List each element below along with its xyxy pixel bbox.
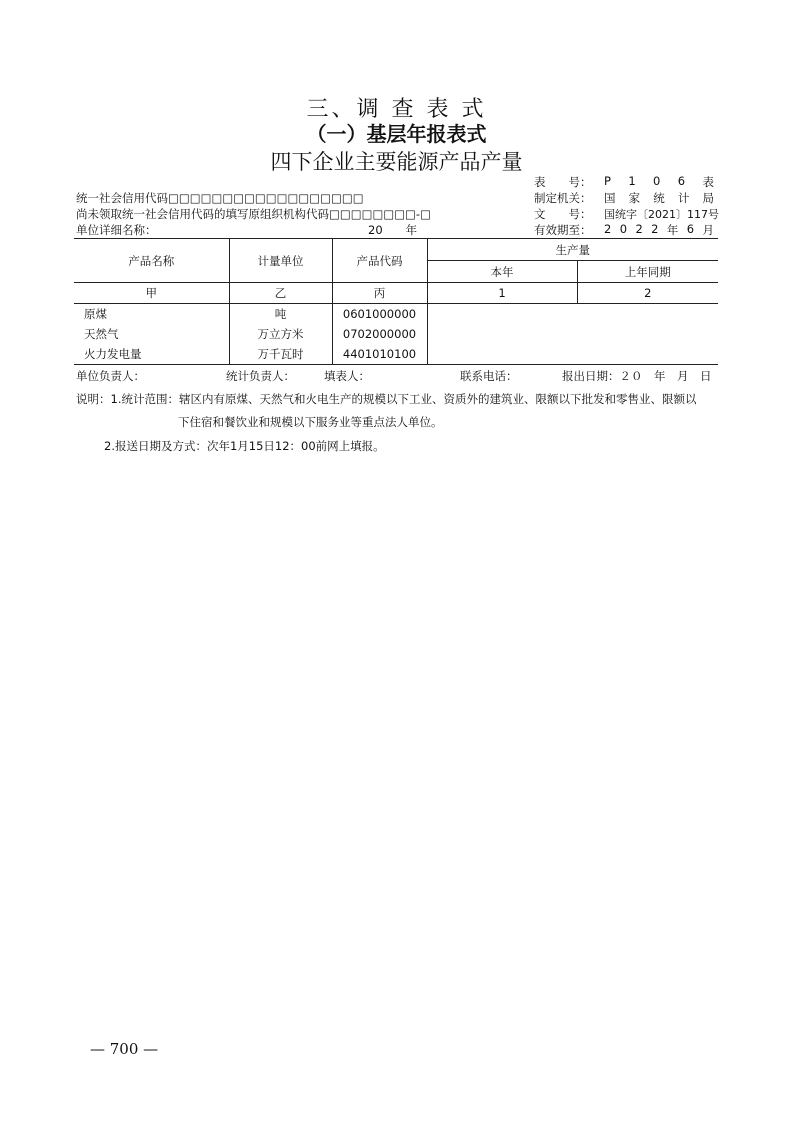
meta-value-form-number: P 1 0 6 表 <box>604 174 714 189</box>
table-row <box>74 344 718 365</box>
subsection-heading: （一）基层年报表式 <box>306 122 487 146</box>
row-unit: 万立方米 <box>229 324 332 344</box>
meta-key-valid-until: 有效期至： <box>534 223 592 237</box>
index-cell: 乙 <box>229 283 332 304</box>
header-product-code: 产品代码 <box>332 239 427 283</box>
row-product-name: 原煤 <box>74 304 229 325</box>
row-code: 0601000000 <box>332 304 427 325</box>
org-code-field[interactable]: 尚未领取统一社会信用代码的填写原组织机构代码□□□□□□□□-□ <box>76 207 431 221</box>
header-unit: 计量单位 <box>229 239 332 283</box>
meta-value-authority: 国 家 统 计 局 <box>604 191 714 205</box>
meta-value-document-number: 国统字〔2021〕117号 <box>604 208 719 221</box>
report-year: 20 年 <box>368 223 418 237</box>
phone-label: 联系电话： <box>460 369 518 383</box>
meta-key-form-number: 表 号： <box>534 175 592 189</box>
header-this-year: 本年 <box>427 261 577 283</box>
row-this-year-input[interactable] <box>427 304 577 325</box>
unit-name-field[interactable]: 单位详细名称： <box>76 223 157 237</box>
header-last-year: 上年同期 <box>577 261 718 283</box>
row-last-year-input[interactable] <box>577 344 718 365</box>
meta-key-authority: 制定机关： <box>534 191 592 205</box>
row-product-name: 火力发电量 <box>74 344 229 365</box>
note-line-1: 说明：1.统计范围：辖区内有原煤、天然气和火电生产的规模以下工业、资质外的建筑业、限额以下批发和零售业、限额以 <box>76 392 697 406</box>
production-table <box>74 238 718 365</box>
stat-head-label: 统计负责人： <box>226 369 295 383</box>
header-product-name: 产品名称 <box>74 239 229 283</box>
table-row <box>74 324 718 344</box>
report-date-label: 报出日期：２０ 年 月 日 <box>562 369 712 383</box>
section-heading: 三、调 查 表 式 <box>306 97 487 122</box>
page-number: — 700 — <box>90 1040 159 1058</box>
index-row <box>74 283 718 304</box>
row-unit: 万千瓦时 <box>229 344 332 365</box>
note-line-2: 下住宿和餐饮业和规模以下服务业等重点法人单位。 <box>178 415 443 429</box>
row-this-year-input[interactable] <box>427 324 577 344</box>
row-last-year-input[interactable] <box>577 324 718 344</box>
index-cell: 1 <box>427 283 577 304</box>
meta-value-valid-until: 2 0 2 2 年 6 月 <box>604 222 714 237</box>
index-cell: 2 <box>577 283 718 304</box>
row-product-name: 天然气 <box>74 324 229 344</box>
meta-key-document-number: 文 号： <box>534 207 592 221</box>
credit-code-field[interactable]: 统一社会信用代码□□□□□□□□□□□□□□□□□□ <box>76 191 364 205</box>
table-row <box>74 304 718 325</box>
unit-head-label: 单位负责人： <box>76 369 145 383</box>
form-title: 四下企业主要能源产品产量 <box>270 150 523 174</box>
filler-label: 填表人： <box>324 369 370 383</box>
index-cell: 甲 <box>74 283 229 304</box>
row-unit: 吨 <box>229 304 332 325</box>
note-line-3: 2.报送日期及方式：次年1月15日12：00前网上填报。 <box>104 439 385 453</box>
row-code: 4401010100 <box>332 344 427 365</box>
row-this-year-input[interactable] <box>427 344 577 365</box>
header-production: 生产量 <box>427 239 718 261</box>
row-code: 0702000000 <box>332 324 427 344</box>
index-cell: 丙 <box>332 283 427 304</box>
row-last-year-input[interactable] <box>577 304 718 325</box>
